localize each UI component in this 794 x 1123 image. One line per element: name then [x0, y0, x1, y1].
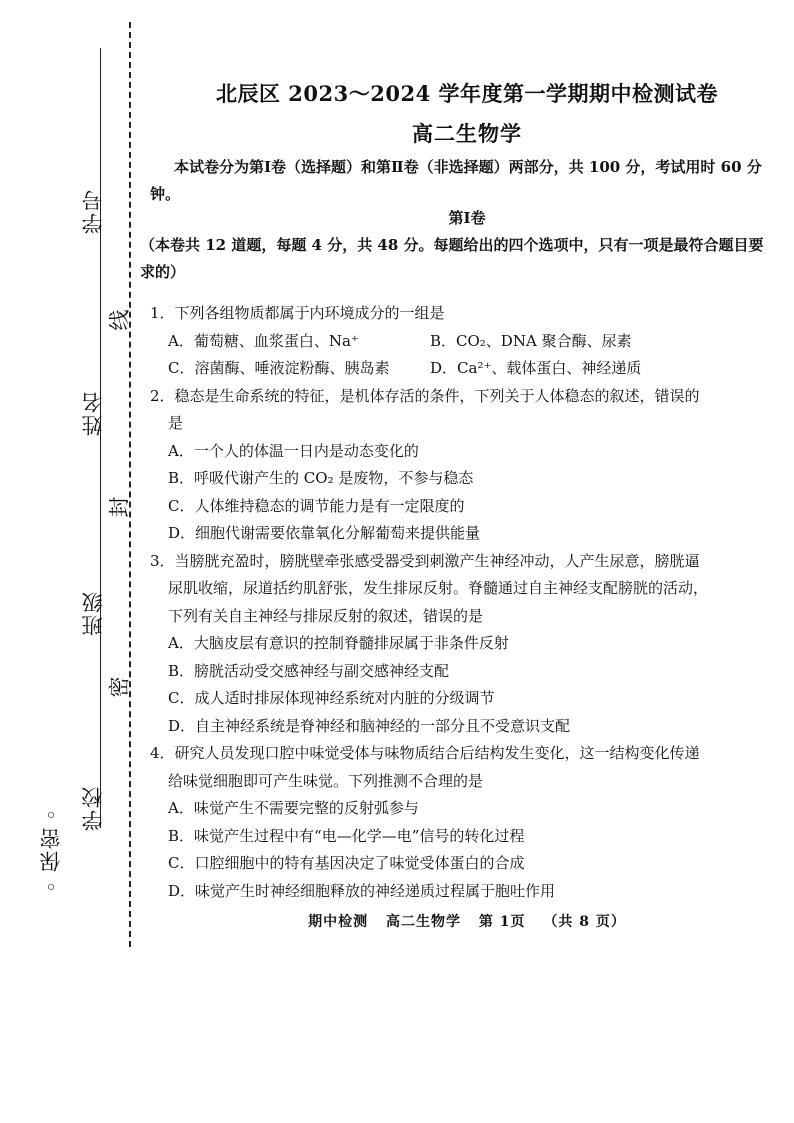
- footer-exam: 期中检测: [308, 914, 369, 930]
- confidential-mark: ◦保密◦: [39, 800, 63, 898]
- option-c: C．口腔细胞中的特有基因决定了味觉受体蛋白的合成: [168, 854, 525, 872]
- question-stem: 4．研究人员发现口腔中味觉受体与味物质结合后结构发生变化，这一结构变化传递: [150, 744, 700, 762]
- binding-margin: [0, 0, 140, 960]
- question-2: [150, 383, 780, 548]
- option-a: A．味觉产生不需要完整的反射弧参与: [168, 799, 419, 817]
- section-note: （本卷共 12 道题，每题 4 分，共 48 分。每题给出的四个选项中，只有一项是最符合题目要求的）: [140, 236, 764, 281]
- footer-subject: 高二生物学: [386, 914, 461, 930]
- question-stem-continued: 给味觉细胞即可产生味觉。下列推测不合理的是: [168, 771, 484, 790]
- option-b: B．味觉产生过程中有“电—化学—电”信号的转化过程: [168, 826, 525, 845]
- option-a: A．一个人的体温一日内是动态变化的: [168, 441, 419, 460]
- seal-char-seal: 封: [107, 496, 132, 518]
- exam-intro: 本试卷分为第Ⅰ卷（选择题）和第Ⅱ卷（非选择题）两部分，共 100 分，考试用时 60 分钟。: [150, 158, 762, 203]
- option-c: C．人体维持稳态的调节能力是有一定限度的: [168, 496, 465, 515]
- question-stem: 3．当膀胱充盈时，膀胱壁牵张感受器受到刺激产生神经冲动，人产生尿意，膀胱逼: [150, 551, 700, 570]
- field-school: 学校: [81, 785, 105, 831]
- question-list: [150, 300, 780, 905]
- field-name: 姓名: [81, 390, 105, 436]
- question-1: [150, 300, 780, 383]
- section-title: 第Ⅰ卷: [448, 209, 486, 227]
- question-3: [150, 548, 780, 741]
- option-b: B．呼吸代谢产生的 CO₂ 是废物，不参与稳态: [168, 469, 474, 487]
- seal-char-line: 线: [107, 309, 132, 331]
- binding-dashed-line: [129, 22, 131, 947]
- footer-page-number: 第 1页: [478, 914, 526, 930]
- footer-total-pages: （共 8 页）: [543, 914, 626, 930]
- exam-title: 北辰区 2023～2024 学年度第一学期期中检测试卷: [215, 81, 718, 106]
- page-footer: [140, 911, 794, 931]
- question-stem-continued: 下列有关自主神经与排尿反射的叙述，错误的是: [168, 606, 484, 625]
- option-b: B．CO₂、DNA 聚合酶、尿素: [430, 331, 632, 350]
- option-b: B．膀胱活动受交感神经与副交感神经支配: [168, 661, 450, 680]
- option-d: D．细胞代谢需要依靠氧化分解葡萄来提供能量: [168, 524, 481, 542]
- question-stem-continued: 是: [168, 414, 184, 432]
- option-d: D．自主神经系统是脊神经和脑神经的一部分且不受意识支配: [168, 716, 571, 735]
- option-c: C．成人适时排尿体现神经系统对内脏的分级调节: [168, 689, 495, 707]
- option-c: C．溶菌酶、唾液淀粉酶、胰岛素: [168, 359, 390, 377]
- option-a: A．葡萄糖、血浆蛋白、Na⁺: [168, 331, 359, 350]
- seal-char-secret: 密: [107, 676, 132, 698]
- option-row: [150, 328, 780, 356]
- subject-title: 高二生物学: [412, 121, 522, 146]
- option-a: A．大脑皮层有意识的控制脊髓排尿属于非条件反射: [168, 634, 509, 652]
- binding-solid-line: [100, 48, 101, 828]
- question-stem-continued: 尿肌收缩，尿道括约肌舒张，发生排尿反射。脊髓通过自主神经支配膀胱的活动，: [168, 579, 709, 597]
- field-class: 班级: [81, 590, 105, 636]
- question-4: [150, 740, 780, 905]
- option-row: [150, 355, 780, 383]
- option-d: D．味觉产生时神经细胞释放的神经递质过程属于胞吐作用: [168, 881, 556, 900]
- question-stem: 1．下列各组物质都属于内环境成分的一组是: [150, 304, 445, 322]
- question-stem: 2．稳态是生命系统的特征，是机体存活的条件，下列关于人体稳态的叙述，错误的: [150, 386, 700, 405]
- option-d: D．Ca²⁺、载体蛋白、神经递质: [430, 359, 642, 377]
- field-student-id: 学号: [81, 188, 105, 234]
